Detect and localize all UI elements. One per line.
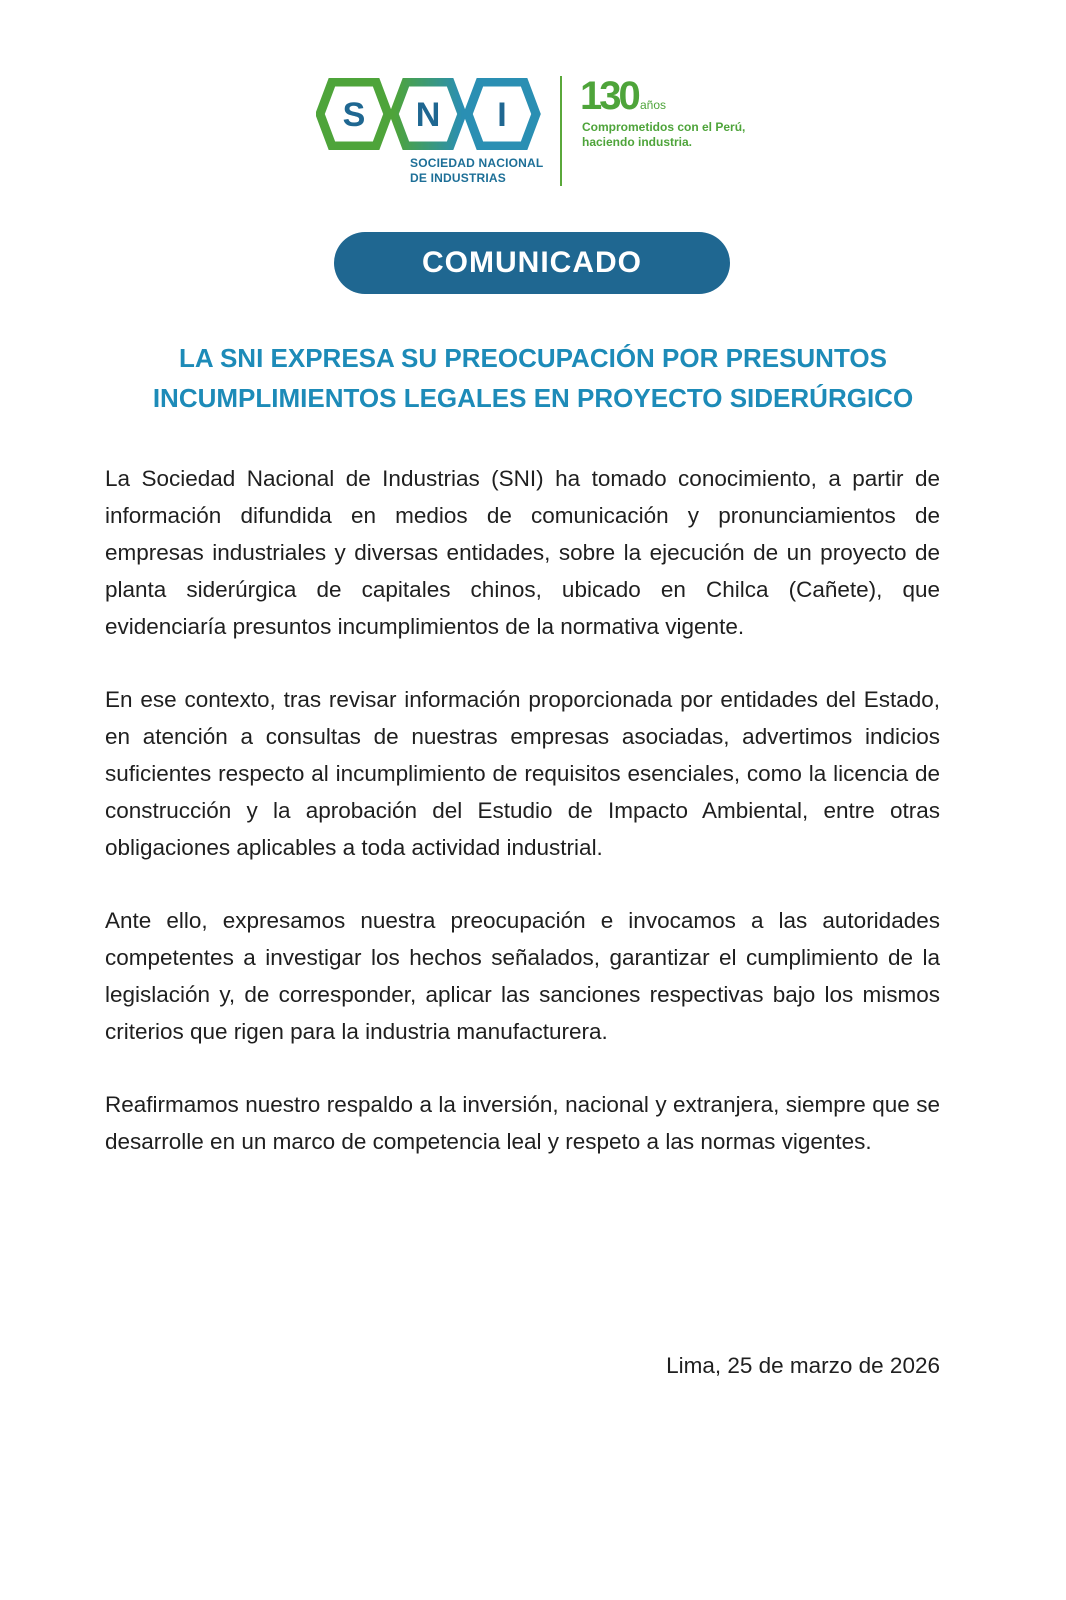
- header-divider: [560, 76, 562, 186]
- tagline-line-2: haciendo industria.: [582, 135, 693, 149]
- paragraph-4: Reafirmamos nuestro respaldo a la inversión, nacional y extranjera, siempre que se desarrolle en un marco de competencia leal y respeto a las normas vigentes.: [105, 1092, 940, 1154]
- anniversary-number: 130: [580, 74, 638, 118]
- headline-line-2: INCUMPLIMIENTOS LEGALES EN PROYECTO SIDERÚRGICO: [152, 383, 914, 413]
- org-name-line-1: SOCIEDAD NACIONAL: [410, 156, 544, 170]
- statement-body: [105, 460, 940, 1196]
- sni-logo: [316, 78, 546, 150]
- headline-line-1: LA SNI EXPRESA SU PREOCUPACIÓN POR PRESUNTOS: [179, 343, 887, 373]
- logo-hexagon-i: [468, 82, 536, 146]
- org-name-line-2: DE INDUSTRIAS: [410, 171, 506, 185]
- paragraph-2: En ese contexto, tras revisar información proporcionada por entidades del Estado, en atención a consultas de nuestras empresas asociadas, advertimos indicios suficientes respecto al incumplimiento de requisitos esenciales, como la licencia de construcción y la aprobación del Estudio de Impacto Ambiental, entre otras obligaciones aplicables a toda actividad industrial.: [105, 687, 940, 860]
- paragraph-3: Ante ello, expresamos nuestra preocupación e invocamos a las autoridades competentes a investigar los hechos señalados, garantizar el cumplimiento de la legislación y, de corresponder, aplicar las sanciones respectivas bajo los mismos criterios que rigen para la industria manufacturera.: [105, 908, 940, 1044]
- logo-hexagon-s: [320, 82, 388, 146]
- comunicado-badge: COMUNICADO: [334, 232, 730, 294]
- anniversary-tagline: [582, 120, 745, 150]
- logo-letter-n: N: [415, 96, 441, 134]
- anniversary-unit: años: [640, 98, 667, 112]
- letterhead: [316, 74, 756, 190]
- org-name: [410, 156, 543, 186]
- logo-hexagon-n: [394, 82, 462, 146]
- place-date: Lima, 25 de marzo de 2026: [666, 1353, 940, 1378]
- logo-letter-i: I: [497, 96, 507, 134]
- logo-letter-s: S: [342, 96, 366, 134]
- headline: [60, 338, 1006, 418]
- tagline-line-1: Comprometidos con el Perú,: [582, 120, 746, 134]
- paragraph-1: La Sociedad Nacional de Industrias (SNI) ha tomado conocimiento, a partir de información difundida en medios de comunicación y pronunciamientos de empresas industriales y diversas entidades, sobre la ejecución de un proyecto de planta siderúrgica de capitales chinos, ubicado en Chilca (Cañete), que evidenciaría presuntos incumplimientos de la normativa vigente.: [105, 466, 940, 639]
